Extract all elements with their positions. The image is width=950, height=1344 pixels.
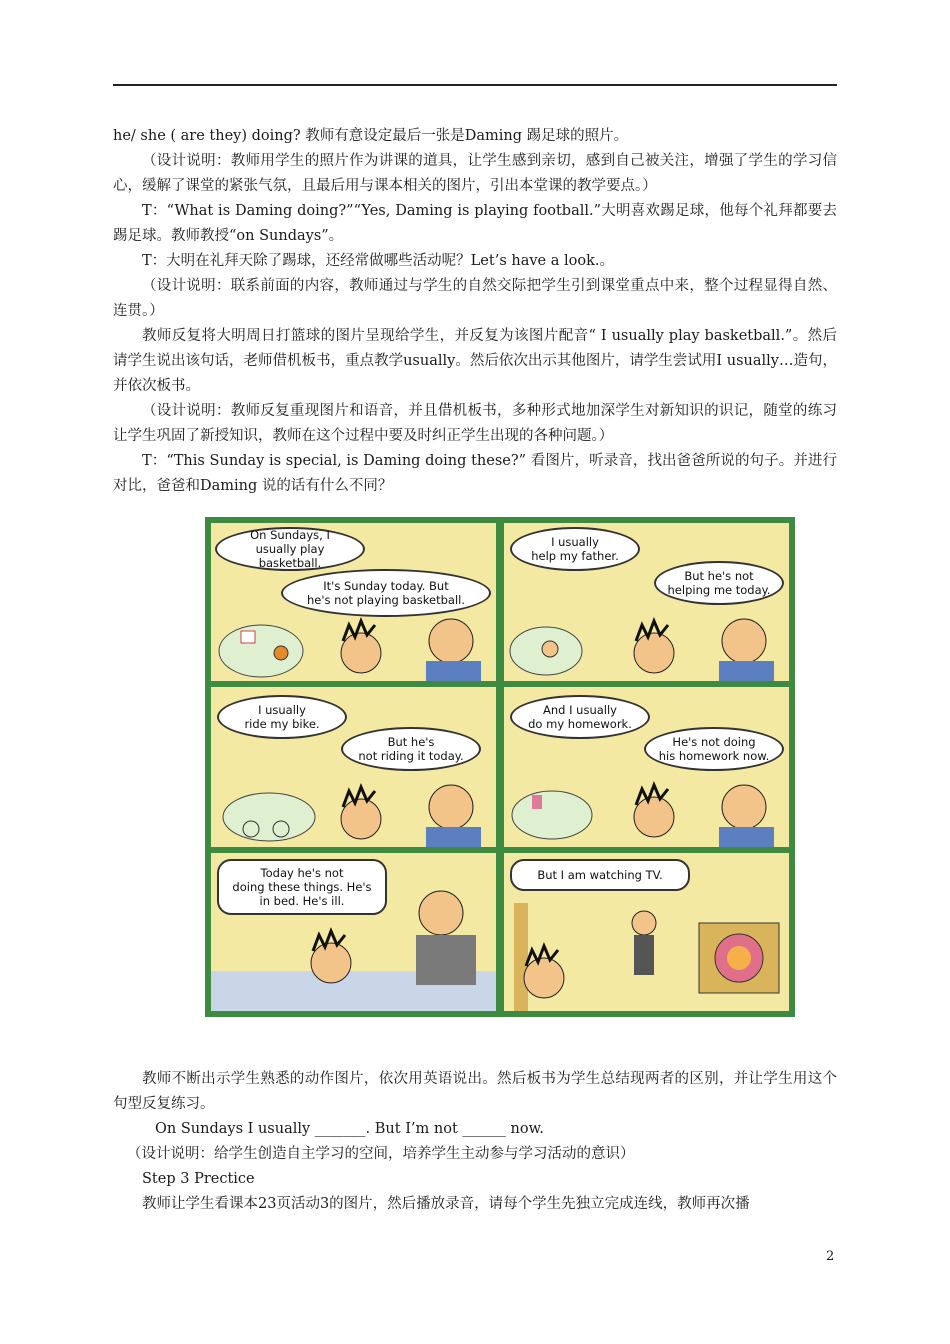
- cartoon-art: [211, 523, 496, 681]
- speech-bubble: Today he's not doing these things. He's in bed. He's ill.: [217, 859, 387, 915]
- body-text-lower: [113, 1067, 837, 1217]
- comic-panel-tv: [504, 853, 789, 1011]
- paragraph: T：“This Sunday is special, is Daming doing these?” 看图片，听录音，找出爸爸所说的句子。并进行对比，爸爸和Daming 说的话有什么不同？: [113, 453, 837, 494]
- cartoon-art: [504, 523, 789, 681]
- comic-panel-homework: [504, 687, 789, 847]
- paragraph: 教师让学生看课本23页活动3的图片，然后播放录音，请每个学生先独立完成连线，教师再次播: [142, 1196, 750, 1212]
- cartoon-art: [211, 853, 496, 1011]
- speech-bubble: And I usually do my homework.: [510, 695, 650, 739]
- paragraph: （设计说明：教师反复重现图片和语音，并且借机板书，多种形式地加深学生对新知识的识记，随堂的练习让学生巩固了新授知识，教师在这个过程中要及时纠正学生出现的各种问题。）: [113, 403, 837, 444]
- body-text: [113, 124, 837, 499]
- paragraph: 教师反复将大明周日打篮球的图片呈现给学生，并反复为该图片配音“ I usually play basketball.”。然后请学生说出该句话，老师借机板书，重点教学usually。然后依次出示其他图片，请学生尝试用I usually…造句，并依次板书。: [113, 328, 837, 394]
- paragraph: T：大明在礼拜天除了踢球，还经常做哪些活动呢？Let’s have a look.。: [142, 253, 614, 269]
- paragraph: （设计说明：教师用学生的照片作为讲课的道具，让学生感到亲切，感到自己被关注，增强了学生的学习信心，缓解了课堂的紧张气氛，且最后用与课本相关的图片，引出本堂课的教学要点。）: [113, 153, 837, 194]
- comic-panel-help-father: [504, 523, 789, 681]
- paragraph: （设计说明：联系前面的内容，教师通过与学生的自然交际把学生引到课堂重点中来，整个过程显得自然、连贯。）: [113, 278, 837, 319]
- paragraph: he/ she ( are they) doing? 教师有意设定最后一张是Daming 踢足球的照片。: [113, 128, 629, 144]
- comic-panel-ill: [211, 853, 496, 1011]
- speech-bubble: But he's not helping me today.: [654, 561, 784, 605]
- paragraph: On Sundays I usually _______. But I’m not ______ now.: [155, 1121, 544, 1137]
- cartoon-art: [504, 853, 789, 1011]
- speech-bubble: But he's not riding it today.: [341, 727, 481, 771]
- speech-bubble: On Sundays, I usually play basketball.: [215, 527, 365, 571]
- speech-bubble: I usually help my father.: [510, 527, 640, 571]
- cartoon-art: [504, 687, 789, 847]
- comic-panel-bike: [211, 687, 496, 847]
- speech-bubble: He's not doing his homework now.: [644, 727, 784, 771]
- page-number: 2: [826, 1249, 835, 1264]
- speech-bubble: I usually ride my bike.: [217, 695, 347, 739]
- comic-illustration: [205, 517, 795, 1017]
- paragraph: Step 3 Prectice: [142, 1171, 255, 1187]
- cartoon-art: [211, 687, 496, 847]
- comic-panel-basketball: [211, 523, 496, 681]
- speech-bubble: But I am watching TV.: [510, 859, 690, 891]
- paragraph: 教师不断出示学生熟悉的动作图片，依次用英语说出。然后板书为学生总结现两者的区别，并让学生用这个句型反复练习。: [113, 1071, 837, 1112]
- speech-bubble: It's Sunday today. But he's not playing basketball.: [281, 569, 491, 617]
- header-rule: [113, 84, 837, 86]
- paragraph: （设计说明：给学生创造自主学习的空间，培养学生主动参与学习活动的意识）: [127, 1146, 635, 1162]
- paragraph: T：“What is Daming doing?”“Yes, Daming is playing football.”大明喜欢踢足球，他每个礼拜都要去踢足球。教师教授“on Sundays”。: [113, 203, 837, 244]
